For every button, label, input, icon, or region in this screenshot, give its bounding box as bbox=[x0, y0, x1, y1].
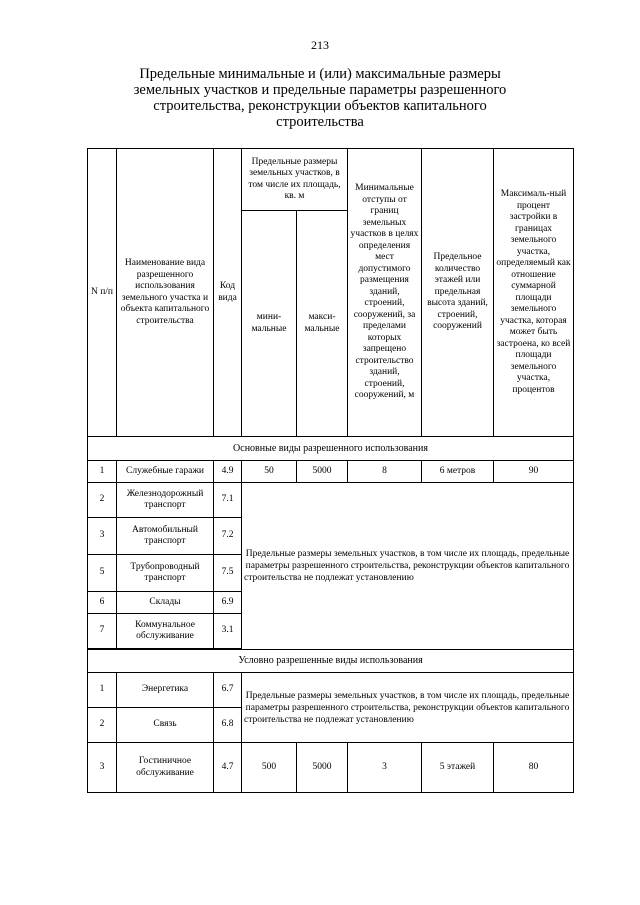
cell-num: 6 bbox=[88, 592, 117, 614]
cell-code: 7.2 bbox=[214, 518, 242, 555]
header-code: Код вида bbox=[214, 149, 242, 437]
table-row bbox=[88, 673, 574, 708]
header-row-1 bbox=[88, 149, 574, 211]
table-row bbox=[88, 461, 574, 483]
cell-name: Служебные гаражи bbox=[117, 461, 214, 483]
cell-num: 1 bbox=[88, 461, 117, 483]
cell-name: Связь bbox=[117, 708, 214, 743]
section-row-conditional bbox=[88, 650, 574, 673]
not-set-note-conditional: Предельные размеры земельных участков, в том числе их площадь, предельные параметры разрешенного строительства, реконструкции объектов капитального строительства не подлежат установлению bbox=[242, 673, 574, 743]
cell-coverage: 90 bbox=[494, 461, 574, 483]
header-name: Наименование вида разрешенного использования земельного участка и объекта капитального строительства bbox=[117, 149, 214, 437]
cell-code: 6.7 bbox=[214, 673, 242, 708]
cell-num: 3 bbox=[88, 518, 117, 555]
cell-coverage: 80 bbox=[494, 743, 574, 793]
cell-code: 4.9 bbox=[214, 461, 242, 483]
header-setback: Минимальные отступы от границ земельных участков в целях определения мест допустимого размещения зданий, строений, сооружений, за пределами которых запрещено строительство зданий, строений, сооружений, м bbox=[348, 149, 422, 437]
cell-name: Коммунальное обслуживание bbox=[117, 614, 214, 649]
not-set-note-main: Предельные размеры земельных участков, в том числе их площадь, предельные параметры разрешенного строительства, реконструкции объектов капитального строительства не подлежат установлению bbox=[242, 483, 574, 650]
limits-table bbox=[87, 148, 574, 793]
header-num: N п/п bbox=[88, 149, 117, 437]
cell-code: 7.5 bbox=[214, 555, 242, 592]
cell-code: 6.8 bbox=[214, 708, 242, 743]
cell-setback: 3 bbox=[348, 743, 422, 793]
header-floors: Предельное количество этажей или предельная высота зданий, строений, сооружений bbox=[422, 149, 494, 437]
page-number: 213 bbox=[311, 38, 329, 52]
table-row bbox=[88, 483, 574, 518]
cell-min: 500 bbox=[242, 743, 297, 793]
table-row bbox=[88, 743, 574, 793]
cell-setback: 8 bbox=[348, 461, 422, 483]
cell-num: 2 bbox=[88, 708, 117, 743]
cell-num: 5 bbox=[88, 555, 117, 592]
section-main: Основные виды разрешенного использования bbox=[88, 437, 574, 461]
cell-max: 5000 bbox=[297, 743, 348, 793]
cell-num: 3 bbox=[88, 743, 117, 793]
cell-floors: 5 этажей bbox=[422, 743, 494, 793]
cell-max: 5000 bbox=[297, 461, 348, 483]
cell-num: 2 bbox=[88, 483, 117, 518]
cell-name: Трубопроводный транспорт bbox=[117, 555, 214, 592]
cell-code: 7.1 bbox=[214, 483, 242, 518]
cell-floors: 6 метров bbox=[422, 461, 494, 483]
cell-min: 50 bbox=[242, 461, 297, 483]
header-size-min: мини-мальные bbox=[242, 211, 297, 437]
cell-code: 6.9 bbox=[214, 592, 242, 614]
section-row-main bbox=[88, 437, 574, 461]
section-conditional: Условно разрешенные виды использования bbox=[88, 650, 574, 673]
header-size-group: Предельные размеры земельных участков, в том числе их площадь, кв. м bbox=[242, 149, 348, 211]
cell-name: Автомобильный транспорт bbox=[117, 518, 214, 555]
document-title: Предельные минимальные и (или) максимальные размеры земельных участков и предельные параметры разрешенного строительства, реконструкции объектов капитального строительства bbox=[133, 66, 507, 130]
header-coverage: Максималь-ный процент застройки в границах земельного участка, определяемый как отношение суммарной площади земельного участка, которая может быть застроена, ко всей площади земельного участка, процентов bbox=[494, 149, 574, 437]
cell-name: Энергетика bbox=[117, 673, 214, 708]
cell-code: 3.1 bbox=[214, 614, 242, 649]
cell-name: Железнодорожный транспорт bbox=[117, 483, 214, 518]
cell-name: Гостиничное обслуживание bbox=[117, 743, 214, 793]
cell-num: 7 bbox=[88, 614, 117, 649]
header-size-max: макси-мальные bbox=[297, 211, 348, 437]
cell-name: Склады bbox=[117, 592, 214, 614]
cell-code: 4.7 bbox=[214, 743, 242, 793]
cell-num: 1 bbox=[88, 673, 117, 708]
